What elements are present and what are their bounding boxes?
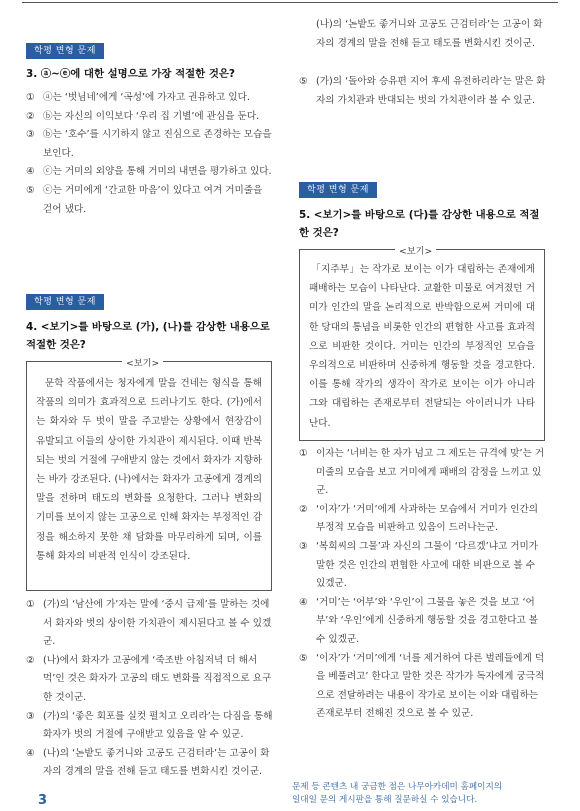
question-5 bbox=[299, 177, 547, 242]
footer-line-1: 문제 등 콘텐츠 내 궁금한 점은 나무아카데미 홈페이지의 bbox=[292, 782, 503, 792]
option-2[interactable]: ② (나)에서 화자가 고공에게 ‘죽조반 아침저녁 더 해서 먹’인 것은 화자가 고공의 태도 변화를 직접적으로 요구한 것이군. bbox=[26, 654, 272, 703]
question-tag: 학평 변형 문제 bbox=[299, 182, 377, 198]
option-3[interactable]: ③ ‘복희씨의 그물’과 자신의 그물이 ‘다르겠’냐고 거미가 말한 것은 인간의 편협한 사고에 대한 비판으로 볼 수 있겠군. bbox=[299, 540, 539, 590]
option-1[interactable]: ① ⓐ는 ‘벗님네’에게 ‘곡성’에 가자고 권유하고 있다. bbox=[26, 92, 250, 103]
question-tag: 학평 변형 문제 bbox=[26, 43, 104, 59]
question-title: 4. <보기>를 바탕으로 (가), (나)를 감상한 내용으로 적절한 것은? bbox=[26, 321, 270, 351]
question-tag: 학평 변형 문제 bbox=[26, 294, 104, 310]
bogi-box bbox=[26, 358, 272, 591]
option-5[interactable]: ⑤ ‘이자’가 ‘거미’에게 ‘너를 제거하여 다른 벌레들에게 덕을 베풀려고’ 한다고 말한 것은 작가가 독자에게 궁극적으로 전달하려는 내용이 작가로 보이는 이와 대립하는 존재로부터 전해진 것으로 볼 수 있군. bbox=[299, 652, 545, 720]
option-1[interactable]: ① (가)의 ‘남산에 가’자는 말에 ‘중시 급제’를 말하는 것에서 화자와 벗의 상이한 가치관이 제시된다고 볼 수 있겠군. bbox=[26, 599, 272, 648]
question-title: 5. <보기>를 바탕으로 (다)를 감상한 내용으로 적절한 것은? bbox=[299, 209, 540, 239]
option-3[interactable]: ③ (가)의 ‘좋은 회포를 실컷 펼치고 오리라’는 다짐을 통해 화자가 벗의 거절에 구애받고 있음을 알 수 있군. bbox=[26, 710, 273, 741]
bogi-text: 문학 작품에서는 청자에게 말을 건네는 형식을 통해 작품의 의미가 효과적으로 드러나기도 한다. (가)에서는 화자와 두 벗이 말을 주고받는 상황에서 현장감이 유발되고 이들의 상이한 가치관이 제시된다. 이때 반복되는 벗의 거절에 구애받지 않는 것에서 화자가 지향하는 바가 강조된다. (나)에서는 화자가 고공에게 경계의 말을 전하며 태도의 변화를 요청한다. 그러나 변화의 기미를 보이지 않는 고공으로 인해 화자는 부정적인 감정을 해소하지 못한 채 담화를 마무리하게 되며, 이를 통해 화자의 비판적 인식이 강조된다. bbox=[36, 378, 262, 562]
option-2[interactable]: ② ⓑ는 자신의 이익보다 ‘우리 집 기별’에 관심을 둔다. bbox=[26, 110, 260, 122]
options-list bbox=[26, 89, 272, 219]
top-rule bbox=[22, 2, 558, 3]
option-4[interactable]: ④ ‘거미’는 ‘어부’와 ‘우인’이 그물을 놓은 것을 보고 ‘어부’와 ‘우인’에게 신중하게 행동할 것을 경고한다고 볼 수 있겠군. bbox=[299, 596, 539, 645]
options-list bbox=[26, 596, 274, 778]
question-3 bbox=[26, 38, 272, 219]
bogi-text: 「지주부」는 작가로 보이는 이가 대립하는 존재에게 패배하는 모습이 나타난다. 교활한 미물로 여겨졌던 거미가 인간의 말을 논리적으로 반박함으로써 거미에 대한 당대의 통념을 비롯한 인간의 편협한 사고를 효과적으로 비판한 것이다. 거미는 인간의 부정적인 모습을 우의적으로 비판하며 신중하게 행동할 것을 경고한다. 이를 통해 작가의 생각이 작가로 보이는 이가 아니라 그와 대립하는 존재로부터 전달되는 아이러니가 나타난다. bbox=[309, 264, 535, 429]
option-1[interactable]: ① 이자는 ‘너비는 한 자가 넘고 그 제도는 규격에 맞’는 거미줄의 모습을 보고 거미에게 패배의 감정을 느끼고 있군. bbox=[299, 448, 545, 497]
option-2[interactable]: ② ‘이자’가 ‘거미’에게 사과하는 모습에서 거미가 인간의 부정적 모습을 비판하고 있음이 드러나는군. bbox=[299, 503, 539, 534]
footer-note bbox=[292, 781, 502, 807]
options-list bbox=[299, 445, 547, 724]
option-4[interactable]: ④ ⓒ는 거미의 외양을 통해 거미의 내면을 평가하고 있다. bbox=[26, 166, 272, 178]
bogi-box bbox=[299, 246, 545, 441]
footer-line-2: 일대일 문의 게시판을 통해 질문하실 수 있습니다. bbox=[292, 795, 478, 805]
bogi-title: <보기> bbox=[395, 243, 436, 257]
q4-continued bbox=[299, 19, 547, 110]
question-title: 3. ⓐ~ⓔ에 대한 설명으로 가장 적절한 것은? bbox=[26, 68, 235, 80]
option-5[interactable]: ⑤ (가)의 ‘돌아와 승유편 지어 후세 유전하리라’는 말은 화자의 가치관과 반대되는 벗의 가치관이라 볼 수 있군. bbox=[299, 76, 546, 106]
question-4 bbox=[26, 289, 272, 354]
option-4[interactable]: ④ (나)의 ‘논밭도 좋거니와 고공도 근검터라’는 고공이 화자의 경계의 말을 전해 듣고 태도를 변화시킨 것이군. bbox=[26, 747, 270, 778]
option-3[interactable]: ③ ⓑ는 ‘호수’를 시기하지 않고 진심으로 존경하는 모습을 보인다. bbox=[26, 129, 272, 159]
option-5[interactable]: ⑤ ⓒ는 거미에게 ‘간교한 마음’이 있다고 여겨 거미줄을 걷어 냈다. bbox=[26, 184, 263, 215]
bogi-title: <보기> bbox=[122, 355, 163, 369]
page-number: 3 bbox=[38, 793, 48, 808]
option-4-continued[interactable]: (나)의 ‘논밭도 좋거니와 고공도 근검터라’는 고공이 화자의 경계의 말을 전해 듣고 태도를 변화시킨 것이군. bbox=[316, 19, 543, 49]
